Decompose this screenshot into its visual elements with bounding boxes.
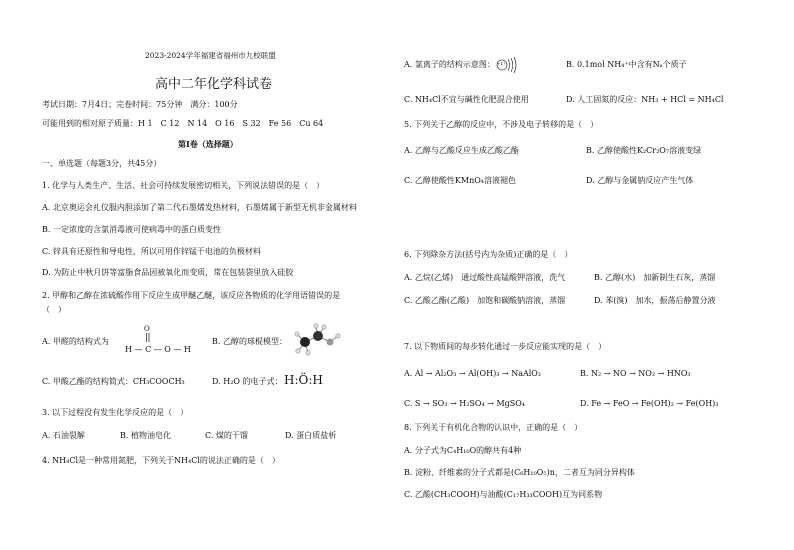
exam-title: 高中二年化学科试卷 xyxy=(155,77,273,92)
q1-stem: 1. 化学与人类生产、生活、社会可持续发展密切相关，下列说法错误的是（ ） xyxy=(42,181,325,190)
double-bond-icon xyxy=(145,333,155,345)
q4-option-b: B. 0.1mol NH₄⁺中含有Nₐ个质子 xyxy=(566,60,687,69)
q6-option-b: B. 乙醇(水) 加新制生石灰，蒸馏 xyxy=(594,273,716,282)
q1-option-c: C. 锌具有还原性和导电性，所以可用作锌锰干电池的负极材料 xyxy=(42,247,261,256)
q7-option-a: A. Al → Al₂O₃ → Al(OH)₃ → NaAlO₂ xyxy=(404,369,542,378)
q5-option-c: C. 乙醇使酸性KMnO₄溶液褪色 xyxy=(404,176,517,185)
q3-stem: 3. 以下过程没有发生化学反应的是（ ） xyxy=(42,408,189,417)
q3-option-c: C. 煤的干馏 xyxy=(205,431,248,440)
q2-option-b: B. 乙醇的球棍模型： xyxy=(212,337,287,346)
chlorine-nucleus-label: +17 xyxy=(497,61,506,66)
q2-stem: 2. 甲醇和乙醇在浓硫酸作用下反应生成甲醚乙醚，该反应各物质的化学用语错误的是 xyxy=(42,291,341,300)
q6-option-d: D. 苯(溴) 加水，振荡后静置分液 xyxy=(594,296,716,305)
exam-org: 2023-2024学年福建省福州市九校联盟 xyxy=(145,51,276,60)
q8-stem: 8. 下列关于有机化合物的认识中，正确的是（ ） xyxy=(404,423,583,432)
atomic-masses: 可能用到的相对原子质量：H 1 C 12 N 14 O 16 S 32 Fe 56 Cu 64 xyxy=(42,119,324,128)
q5-stem: 5. 下列关于乙醇的反应中，不涉及电子转移的是（ ） xyxy=(404,120,599,129)
q1-option-b: B. 一定浓度的含氯消毒液可使病毒中的蛋白质变性 xyxy=(42,225,221,234)
q4-option-d: D. 人工固氮的反应：NH₃ + HCl = NH₄Cl xyxy=(566,95,724,104)
q2-electron-formula: H:Ö:H xyxy=(284,373,323,387)
q6-option-a: A. 乙烷(乙烯) 通过酸性高锰酸钾溶液，洗气 xyxy=(404,273,566,282)
q8-option-c: C. 乙酸(CH₃COOH)与油酸(C₁₇H₃₃COOH)互为同系物 xyxy=(404,490,603,499)
q2-paren: （ ） xyxy=(42,305,66,314)
q5-option-d: D. 乙醇与金属钠反应产生气体 xyxy=(586,176,694,185)
q7-option-d: D. Fe → FeO → Fe(OH)₂ → Fe(OH)₃ xyxy=(580,399,719,408)
section-heading: 一、单选题（每题3分，共45分） xyxy=(42,159,162,168)
q5-option-b: B. 乙醇使酸性K₂Cr₂O₇溶液变绿 xyxy=(586,146,702,155)
q2-option-a: A. 甲醛的结构式为 xyxy=(42,337,109,346)
q3-option-a: A. 石油裂解 xyxy=(42,431,85,440)
q2-option-c: C. 甲酸乙酯的结构简式：CH₃COOCH₃ xyxy=(42,377,185,386)
q8-option-b: B. 淀粉、纤维素的分子式都是(C₆H₁₀O₅)n，二者互为同分异构体 xyxy=(404,468,635,477)
q4-option-a: A. 氯离子的结构示意图： xyxy=(404,60,495,69)
q7-option-b: B. N₂ → NO → NO₂ → HNO₃ xyxy=(580,369,691,378)
q5-option-a: A. 乙醇与乙酸反应生成乙酸乙酯 xyxy=(404,146,519,155)
q1-option-a: A. 北京奥运会礼仪服内胆添加了第二代石墨烯发热材料，石墨烯属于新型无机非金属材料 xyxy=(42,203,357,212)
q4-stem: 4. NH₄Cl是一种常用氮肥，下列关于NH₄Cl的说法正确的是（ ） xyxy=(42,456,280,465)
q1-option-d: D. 为防止中秋月饼等富脂食品因被氧化而变质，常在包装袋里放入硅胶 xyxy=(42,268,294,277)
q6-option-c: C. 乙酸乙酯(乙酸) 加饱和碳酸钠溶液，蒸馏 xyxy=(404,296,566,305)
q7-stem: 7. 以下物质间的每步转化通过一步反应能实现的是（ ） xyxy=(404,342,607,351)
exam-info: 考试日期：7月4日；完卷时间：75分钟 满分：100分 xyxy=(42,100,238,109)
q2-formula-structure: H — C — O — H xyxy=(125,345,191,354)
part1-heading: 第Ⅰ卷（选择题） xyxy=(178,139,238,149)
q3-option-d: D. 蛋白质盐析 xyxy=(285,431,337,440)
q6-stem: 6. 下列除杂方法(括号内为杂质)正确的是（ ） xyxy=(404,250,573,259)
q8-option-a: A. 分子式为C₄H₁₀O的醇共有4种 xyxy=(404,446,522,455)
q4-option-c: C. NH₄Cl不宜与碱性化肥混合使用 xyxy=(404,95,529,104)
q2-formula-oxygen: O xyxy=(144,325,150,333)
q7-option-c: C. S → SO₃ → H₂SO₄ → MgSO₄ xyxy=(404,399,526,408)
ball-stick-model-icon xyxy=(292,320,342,358)
q3-option-b: B. 植物油皂化 xyxy=(120,431,171,440)
q2-option-d: D. H₂O 的电子式： xyxy=(212,377,283,386)
